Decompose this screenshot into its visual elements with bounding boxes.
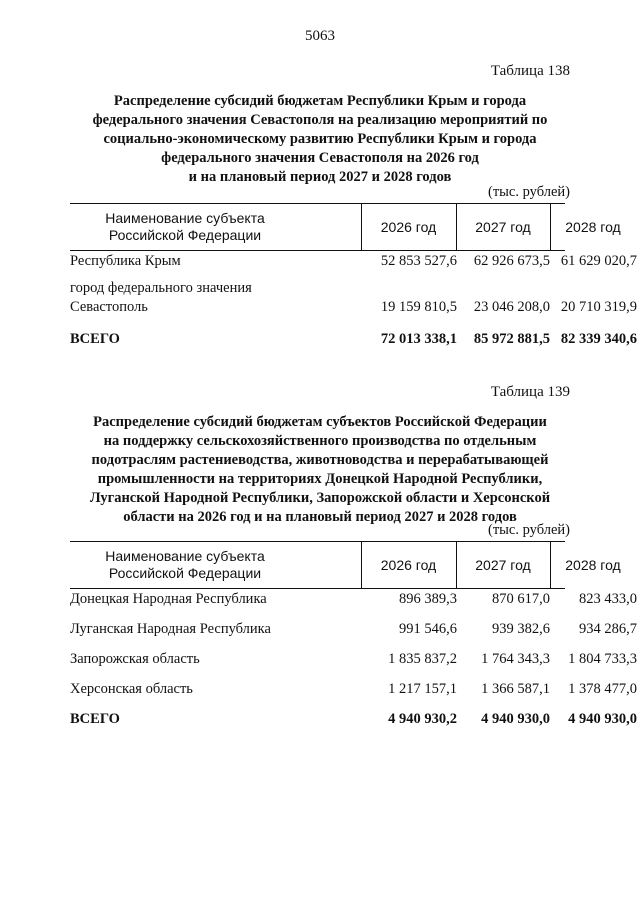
header-subject-line: Наименование субъекта bbox=[105, 548, 265, 564]
value-2026: 1 835 837,2 bbox=[388, 651, 457, 667]
total-2028: 82 339 340,6 bbox=[560, 331, 637, 347]
total-2027: 4 940 930,0 bbox=[481, 711, 550, 727]
total-row bbox=[70, 708, 637, 729]
total-row bbox=[70, 328, 637, 349]
value-2028: 20 710 319,9 bbox=[560, 299, 637, 315]
total-label: ВСЕГО bbox=[70, 711, 120, 727]
value-2027: 1 764 343,3 bbox=[481, 651, 550, 667]
total-2027: 85 972 881,5 bbox=[473, 331, 550, 347]
row-subject bbox=[70, 252, 181, 271]
header-subject-line: Российской Федерации bbox=[108, 565, 262, 581]
value-2028: 1 804 733,3 bbox=[568, 651, 637, 667]
table-139-title bbox=[70, 413, 570, 527]
table-139-header bbox=[70, 541, 621, 589]
value-2028: 823 433,0 bbox=[579, 591, 637, 607]
table-row bbox=[70, 678, 637, 699]
value-2028: 934 286,7 bbox=[579, 621, 637, 637]
value-2026: 52 853 527,6 bbox=[380, 253, 457, 269]
row-subject: Луганская Народная Республика bbox=[70, 621, 271, 637]
title-line: федерального значения Севастополя на 2026 год bbox=[161, 150, 479, 166]
value-2027: 62 926 673,5 bbox=[473, 253, 550, 269]
total-2026: 72 013 338,1 bbox=[380, 331, 457, 347]
header-year-2028: 2028 год bbox=[565, 556, 621, 573]
header-subject-line: Российской Федерации bbox=[108, 227, 262, 243]
title-line: промышленности на территориях Донецкой Народной Республики, bbox=[97, 471, 543, 487]
title-line: Распределение субсидий бюджетам Республики Крым и города bbox=[113, 93, 527, 109]
title-line: социально-экономическому развитию Республики Крым и города bbox=[103, 131, 537, 147]
header-year-2027: 2027 год bbox=[475, 556, 531, 573]
title-line: подотраслям растениеводства, животноводства и перерабатывающей bbox=[91, 452, 549, 468]
page-number: 5063 bbox=[305, 28, 335, 44]
row-subject: Запорожская область bbox=[70, 651, 200, 667]
title-line: Распределение субсидий бюджетам субъектов Российской Федерации bbox=[93, 414, 547, 430]
title-line: на поддержку сельскохозяйственного производства по отдельным bbox=[103, 433, 537, 449]
row-subject: Херсонская область bbox=[70, 681, 193, 697]
header-year-2026: 2026 год bbox=[380, 556, 437, 573]
title-line: области на 2026 год и на плановый период 2027 и 2028 годов bbox=[123, 509, 517, 525]
table-row bbox=[70, 588, 637, 609]
value-2028: 1 378 477,0 bbox=[568, 681, 637, 697]
title-line: федерального значения Севастополя на реализацию мероприятий по bbox=[92, 112, 548, 128]
table-row bbox=[70, 280, 637, 317]
value-2028: 61 629 020,7 bbox=[560, 253, 637, 269]
title-line: Луганской Народной Республики, Запорожской области и Херсонской bbox=[89, 490, 551, 506]
row-subject-line: город федерального значения bbox=[70, 280, 252, 296]
title-line: и на плановый период 2027 и 2028 годов bbox=[188, 169, 452, 185]
header-year-2027: 2027 год bbox=[475, 218, 531, 235]
value-2027: 939 382,6 bbox=[492, 621, 550, 637]
total-2028: 4 940 930,0 bbox=[568, 711, 637, 727]
table-row bbox=[70, 618, 637, 639]
table-139-label: Таблица 139 bbox=[490, 384, 570, 400]
table-138-header bbox=[70, 203, 621, 251]
header-subject bbox=[70, 542, 300, 588]
table-138-label: Таблица 138 bbox=[490, 63, 570, 79]
row-subject bbox=[70, 279, 252, 317]
table-139-units: (тыс. рублей) bbox=[488, 522, 570, 538]
value-2027: 23 046 208,0 bbox=[473, 299, 550, 315]
table-138-title bbox=[70, 92, 570, 187]
value-2026: 1 217 157,1 bbox=[388, 681, 457, 697]
table-row bbox=[70, 250, 637, 271]
header-year-2028: 2028 год bbox=[565, 218, 621, 235]
row-subject-line: Севастополь bbox=[70, 299, 148, 315]
value-2026: 991 546,6 bbox=[399, 621, 457, 637]
value-2026: 896 389,3 bbox=[399, 591, 457, 607]
total-2026: 4 940 930,2 bbox=[388, 711, 457, 727]
value-2027: 870 617,0 bbox=[492, 591, 550, 607]
table-138-units: (тыс. рублей) bbox=[488, 184, 570, 200]
header-subject bbox=[70, 204, 300, 250]
header-year-2026: 2026 год bbox=[380, 218, 437, 235]
row-subject: Донецкая Народная Республика bbox=[70, 591, 267, 607]
value-2026: 19 159 810,5 bbox=[380, 299, 457, 315]
value-2027: 1 366 587,1 bbox=[481, 681, 550, 697]
row-subject-line: Республика Крым bbox=[70, 253, 181, 269]
table-row bbox=[70, 648, 637, 669]
total-label: ВСЕГО bbox=[70, 331, 120, 347]
header-subject-line: Наименование субъекта bbox=[105, 210, 265, 226]
